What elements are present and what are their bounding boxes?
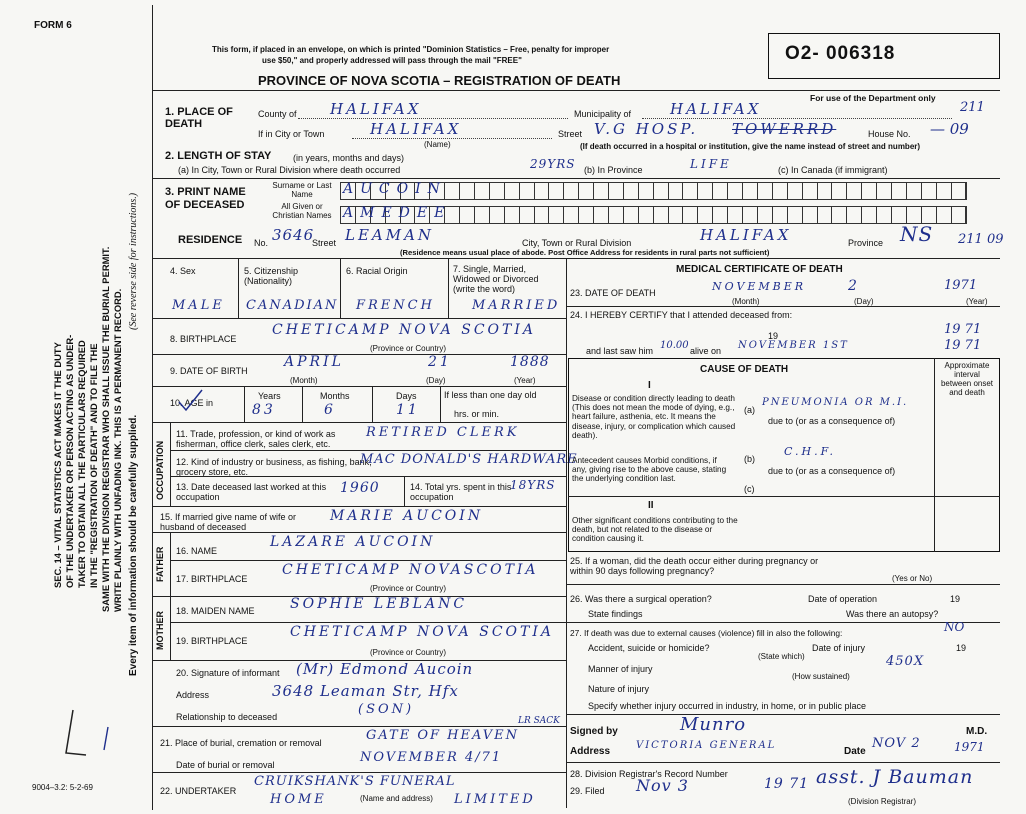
residence-province-label: Province bbox=[848, 238, 884, 248]
other-conditions-label: Other significant conditions contributing to the death, but not related to the disease or condition causing it. bbox=[572, 516, 738, 544]
undertaker-note: (Name and address) bbox=[360, 794, 433, 803]
attended-to-year: 19 71 bbox=[944, 322, 982, 337]
residence-province-value: NS bbox=[900, 222, 934, 246]
residence-street-value: LEAMAN bbox=[345, 226, 435, 244]
stay-city-value: 29YRS bbox=[530, 157, 576, 171]
certify-label: 24. I HEREBY CERTIFY that I attended deceased from: bbox=[570, 310, 793, 320]
residence-city-label: City, Town or Rural Division bbox=[522, 238, 632, 248]
due-to-label-b: due to (or as a consequence of) bbox=[768, 466, 896, 476]
burial-place-label: 21. Place of burial, cremation or removal bbox=[160, 738, 322, 748]
residence-no-value: 3646 bbox=[272, 226, 315, 244]
accident-label: Accident, suicide or homicide? bbox=[588, 643, 710, 653]
department-use-label: For use of the Department only bbox=[810, 93, 936, 103]
house-value: — 09 bbox=[930, 120, 969, 138]
interval-header: Approximate interval between onset and death bbox=[940, 361, 994, 397]
date-of-death-year: 1971 bbox=[944, 278, 978, 293]
residence-city-value: HALIFAX bbox=[700, 226, 792, 244]
dod-year-label: (Year) bbox=[966, 297, 988, 306]
record-number-label: 28. Division Registrar's Record Number bbox=[570, 769, 728, 779]
margin-instruction-2: OF THE UNDERTAKER OR PERSON ACTING AS UNDER- bbox=[64, 334, 75, 588]
pregnancy-question: 25. If a woman, did the death occur either during pregnancy or within 90 days following pregnancy? bbox=[570, 556, 819, 576]
pregnancy-yes-no: (Yes or No) bbox=[892, 574, 933, 583]
place-of-death-label: 1. PLACE OF DEATH bbox=[165, 106, 233, 130]
dod-day-label: (Day) bbox=[854, 297, 874, 306]
cause-c-prefix: (c) bbox=[744, 484, 755, 494]
footer-code: 9004–3.2: 5-2-69 bbox=[32, 783, 93, 792]
registrar-note: (Division Registrar) bbox=[848, 797, 917, 806]
date-of-death-day: 2 bbox=[848, 278, 860, 294]
direct-cause-label: Disease or condition directly leading to death (This does not mean the mode of dying, e.g., heart failure, asthenia, etc. It means the disease, injury, or complication which caused death). bbox=[572, 394, 736, 440]
father-name-value: LAZARE AUCOIN bbox=[270, 534, 436, 550]
manner-label: Manner of injury bbox=[588, 664, 653, 674]
industry-label: 12. Kind of industry or business, as fishing, bank, grocery store, etc. bbox=[176, 457, 372, 477]
city-name-note: (Name) bbox=[424, 140, 451, 149]
dod-month-label: (Month) bbox=[732, 297, 760, 306]
injury-location-label: Specify whether injury occurred in industry, in home, or in public place bbox=[588, 701, 866, 711]
given-names-value: AMEDEE bbox=[343, 205, 452, 221]
margin-instruction-7: WRITE PLAINLY WITH UNFADING INK. THIS IS A PERMANENT RECORD. bbox=[112, 288, 123, 612]
dob-month-label: (Month) bbox=[290, 376, 318, 385]
injury-date-year: 19 bbox=[956, 643, 967, 653]
form-title: PROVINCE OF NOVA SCOTIA – REGISTRATION OF DEATH bbox=[258, 73, 621, 88]
informant-signature: (Mr) Edmond Aucoin bbox=[296, 660, 474, 678]
county-label: County of bbox=[258, 109, 297, 119]
municipality-value: HALIFAX bbox=[670, 100, 762, 118]
filed-date-value: Nov 3 bbox=[636, 776, 689, 795]
city-value: HALIFAX bbox=[370, 120, 462, 138]
mother-maiden-label: 18. MAIDEN NAME bbox=[176, 606, 255, 616]
age-days-label: Days bbox=[396, 391, 417, 401]
form-number: FORM 6 bbox=[34, 20, 72, 31]
external-causes-question: 27. If death was due to external causes (violence) fill in also the following: bbox=[570, 628, 843, 638]
undertaker-label: 22. UNDERTAKER bbox=[160, 786, 237, 796]
registration-number: O2- 006318 bbox=[785, 43, 896, 64]
street-label: Street bbox=[558, 129, 583, 139]
external-causes-value: NO bbox=[944, 620, 965, 634]
last-saw-time: 10.00 bbox=[660, 340, 689, 351]
informant-address-label: Address bbox=[176, 690, 210, 700]
due-to-label-a: due to (or as a consequence of) bbox=[768, 416, 896, 426]
manner-value: 450X bbox=[886, 654, 925, 669]
cause-b-value: C.H.F. bbox=[784, 445, 837, 458]
spouse-value: MARIE AUCOIN bbox=[330, 508, 484, 524]
margin-code-2: 211 09 bbox=[958, 232, 1004, 247]
residence-no-label: No. bbox=[254, 238, 269, 248]
physician-signature: Munro bbox=[680, 714, 747, 735]
undertaker-line-2: HOME bbox=[270, 792, 327, 807]
birthplace-label: 8. BIRTHPLACE bbox=[170, 334, 237, 344]
burial-place-value: GATE OF HEAVEN bbox=[366, 728, 519, 743]
cause-a-value: PNEUMONIA OR M.I. bbox=[762, 397, 909, 408]
surname-value: AUCOIN bbox=[343, 181, 447, 197]
street-value: V.G HOSP. bbox=[594, 120, 699, 138]
alive-on-year: 19 71 bbox=[944, 338, 982, 353]
spouse-label: 15. If married give name of wife or husband of deceased bbox=[160, 512, 297, 532]
mother-birthplace-note: (Province or Country) bbox=[370, 648, 447, 657]
age-days-value: 11 bbox=[396, 402, 420, 418]
burial-date-label: Date of burial or removal bbox=[176, 760, 275, 770]
dob-month: APRIL bbox=[284, 354, 344, 370]
print-name-label: 3. PRINT NAME OF DECEASED bbox=[165, 186, 246, 211]
father-birthplace-label: 17. BIRTHPLACE bbox=[176, 574, 248, 584]
occupation-section-label: OCCUPATION bbox=[155, 440, 165, 500]
antecedent-label: Antecedent causes Morbid conditions, if any, giving rise to the above cause, stating the underlying condition last. bbox=[572, 456, 727, 484]
age-years-label: Years bbox=[258, 391, 281, 401]
citizenship-value: CANADIAN bbox=[246, 298, 339, 313]
informant-address-value: 3648 Leaman Str, Hfx bbox=[272, 682, 459, 700]
municipality-label: Municipality of bbox=[574, 109, 632, 119]
operation-date-year: 19 bbox=[950, 594, 961, 604]
mother-maiden-value: SOPHIE LEBLANC bbox=[290, 596, 468, 612]
less-than-day-label: If less than one day old bbox=[444, 390, 537, 400]
sex-label: 4. Sex bbox=[170, 266, 196, 276]
date-of-death-label: 23. DATE OF DEATH bbox=[570, 288, 656, 298]
surname-label: Surname or Last Name bbox=[272, 181, 332, 199]
length-of-stay-label: 2. LENGTH OF STAY bbox=[165, 150, 272, 162]
father-birthplace-value: CHETICAMP NOVASCOTIA bbox=[282, 562, 539, 578]
autopsy-question: Was there an autopsy? bbox=[846, 609, 939, 619]
certificate-date-value: NOV 2 bbox=[872, 736, 921, 751]
street-struck-value: TOWERRD bbox=[732, 120, 837, 138]
total-years-label: 14. Total yrs. spent in this occupation bbox=[410, 482, 512, 502]
dob-day: 21 bbox=[428, 354, 452, 370]
state-findings-label: State findings bbox=[588, 609, 643, 619]
undertaker-line-3: LIMITED bbox=[454, 792, 536, 807]
physician-address-label: Address bbox=[570, 746, 611, 757]
age-years-value: 83 bbox=[252, 402, 276, 418]
citizenship-label: 5. Citizenship (Nationality) bbox=[244, 266, 299, 286]
margin-instruction-9: (See reverse side for instructions.) bbox=[128, 192, 139, 330]
stay-city-label: (a) In City, Town or Rural Division where death occurred bbox=[178, 165, 401, 175]
dob-year-label: (Year) bbox=[514, 376, 536, 385]
registrar-signature: asst. J Bauman bbox=[816, 766, 974, 788]
state-which-note: (State which) bbox=[758, 652, 805, 661]
dob-label: 9. DATE OF BIRTH bbox=[170, 366, 248, 376]
father-section-label: FATHER bbox=[155, 546, 165, 582]
mother-birthplace-value: CHETICAMP NOVA SCOTIA bbox=[290, 624, 554, 640]
header-note-2: use $50," and properly addressed will pass through the mail "FREE" bbox=[262, 56, 522, 65]
marital-status-label: 7. Single, Married, Widowed or Divorced (write the word) bbox=[453, 264, 539, 294]
medical-header: MEDICAL CERTIFICATE OF DEATH bbox=[676, 264, 843, 275]
racial-origin-value: FRENCH bbox=[356, 298, 435, 313]
section-i-label: I bbox=[648, 380, 651, 391]
burial-extra-note: LR SACK bbox=[518, 716, 560, 726]
hrs-min-label: hrs. or min. bbox=[454, 409, 500, 419]
age-months-value: 6 bbox=[324, 402, 336, 418]
trade-value: RETIRED CLERK bbox=[366, 425, 520, 440]
how-sustained-note: (How sustained) bbox=[792, 672, 850, 681]
attended-from-year: 19 bbox=[768, 331, 779, 341]
injury-date-label: Date of injury bbox=[812, 643, 866, 653]
header-note-1: This form, if placed in an envelope, on which is printed "Dominion Statistics – Free, penalty for improper bbox=[212, 45, 610, 54]
father-name-label: 16. NAME bbox=[176, 546, 218, 556]
nature-of-injury-label: Nature of injury bbox=[588, 684, 650, 694]
signed-by-label: Signed by bbox=[570, 726, 618, 737]
md-label: M.D. bbox=[966, 726, 988, 737]
house-label: House No. bbox=[868, 129, 911, 139]
stay-province-value: LIFE bbox=[690, 157, 732, 171]
relationship-label: Relationship to deceased bbox=[176, 712, 278, 722]
father-birthplace-note: (Province or Country) bbox=[370, 584, 447, 593]
cause-a-prefix: (a) bbox=[744, 405, 755, 415]
relationship-value: (SON) bbox=[358, 702, 415, 717]
age-label: 10. AGE in bbox=[170, 398, 214, 408]
surgery-question: 26. Was there a surgical operation? bbox=[570, 594, 712, 604]
stay-canada-label: (c) In Canada (if immigrant) bbox=[778, 165, 888, 175]
checkmark-icon bbox=[176, 388, 206, 414]
physician-address-value: VICTORIA GENERAL bbox=[636, 740, 777, 751]
mother-birthplace-label: 19. BIRTHPLACE bbox=[176, 636, 248, 646]
operation-date-label: Date of operation bbox=[808, 594, 878, 604]
dob-year: 1888 bbox=[510, 354, 550, 370]
residence-note: (Residence means usual place of abode. Post Office Address for residents in rural parts not sufficient) bbox=[400, 248, 770, 257]
filed-year-value: 19 71 bbox=[764, 776, 810, 792]
alive-on-label: alive on bbox=[690, 346, 722, 356]
residence-label: RESIDENCE bbox=[178, 234, 243, 246]
racial-origin-label: 6. Racial Origin bbox=[346, 266, 408, 276]
dob-day-label: (Day) bbox=[426, 376, 446, 385]
cause-of-death-header: CAUSE OF DEATH bbox=[700, 364, 789, 375]
mother-section-label: MOTHER bbox=[155, 611, 165, 650]
margin-pen-mark bbox=[38, 705, 128, 765]
residence-street-label: Street bbox=[312, 238, 337, 248]
undertaker-line-1: CRUIKSHANK'S FUNERAL bbox=[254, 774, 456, 789]
trade-label: 11. Trade, profession, or kind of work as fisherman, office clerk, sales clerk, etc. bbox=[176, 429, 336, 449]
filed-label: 29. Filed bbox=[570, 786, 605, 796]
marital-status-value: MARRIED bbox=[472, 298, 561, 313]
length-of-stay-note: (in years, months and days) bbox=[293, 153, 405, 163]
last-worked-label: 13. Date deceased last worked at this occupation bbox=[176, 482, 327, 502]
burial-date-value: NOVEMBER 4/71 bbox=[360, 750, 503, 765]
stay-province-label: (b) In Province bbox=[584, 165, 643, 175]
certificate-date-label: Date bbox=[844, 746, 866, 757]
last-saw-label: and last saw him bbox=[586, 346, 654, 356]
cause-b-prefix: (b) bbox=[744, 454, 755, 464]
margin-instruction-8: Every item of information should be carefully supplied. bbox=[128, 414, 139, 676]
margin-instruction-1: SEC. 14 – VITAL STATISTICS ACT MAKES IT THE DUTY bbox=[52, 342, 63, 588]
birthplace-value: CHETICAMP NOVA SCOTIA bbox=[272, 322, 536, 338]
alive-on-date: NOVEMBER 1ST bbox=[738, 340, 849, 351]
sex-value: MALE bbox=[172, 298, 225, 313]
birthplace-note: (Province or Country) bbox=[370, 344, 447, 353]
given-names-label: All Given or Christian Names bbox=[272, 202, 332, 220]
margin-code-1: 211 bbox=[960, 100, 985, 115]
last-worked-value: 1960 bbox=[340, 480, 380, 496]
date-of-death-month: NOVEMBER bbox=[712, 280, 807, 293]
age-months-label: Months bbox=[320, 391, 350, 401]
county-value: HALIFAX bbox=[330, 100, 422, 118]
city-label: If in City or Town bbox=[258, 129, 325, 139]
informant-label: 20. Signature of informant bbox=[176, 668, 280, 678]
section-ii-label: II bbox=[648, 500, 654, 511]
margin-instruction-3: TAKER TO OBTAIN ALL THE PARTICULARS REQUIRED bbox=[76, 340, 87, 588]
total-years-value: 18YRS bbox=[510, 478, 556, 492]
margin-instruction-6: SAME WITH THE DIVISION REGISTRAR WHO SHALL ISSUE THE BURIAL PERMIT. bbox=[100, 246, 111, 612]
certificate-date-year: 1971 bbox=[954, 740, 985, 754]
industry-value: MAC DONALD'S HARDWARE bbox=[360, 452, 578, 467]
margin-instruction-4: IN THE "REGISTRATION OF DEATH" AND TO FILE THE bbox=[88, 343, 99, 588]
hospital-note: (If death occurred in a hospital or institution, give the name instead of street and number) bbox=[580, 142, 921, 151]
